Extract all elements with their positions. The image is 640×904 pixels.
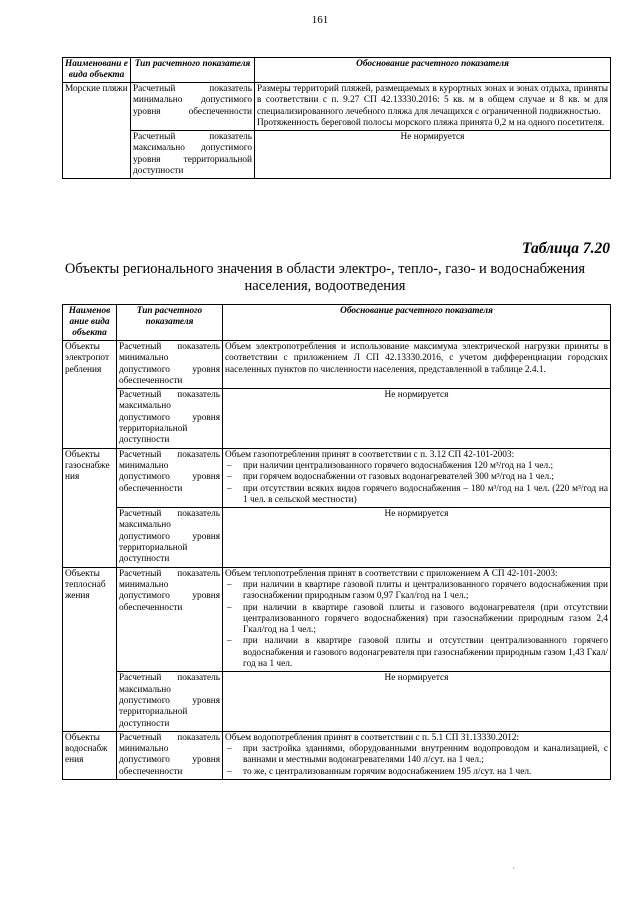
justification-cell — [223, 448, 611, 507]
bullet-list — [225, 461, 608, 506]
justification-intro: Объем газопотребления принят в соответствии с п. 3.12 СП 42-101-2003: — [225, 449, 515, 460]
object-name-cell: Объекты теплоснаб жения — [63, 567, 117, 731]
not-regulated-cell: Не нормируется — [223, 389, 611, 448]
table-title: Объекты регионального значения в области электро-, тепло-, газо- и водоснабжения населения, водоотведения — [64, 261, 586, 294]
bullet-list — [225, 580, 608, 670]
table-caption: Таблица 7.20 — [522, 240, 610, 257]
table-row — [63, 131, 611, 179]
list-item: – при горячем водоснабжении от газовых водонагревателей 300 м³/год на 1 чел.; — [225, 472, 608, 483]
table-row — [63, 389, 611, 448]
justification-cell — [223, 731, 611, 779]
header-object-kind: Наименов ание вида объекта — [63, 305, 117, 341]
table-row — [63, 672, 611, 731]
list-item: – при наличии в квартире газовой плиты и газового водонагревателя (при отсутствии централизованного горячего водоснабжения) при газоснабжении природным газом 2,4 Гкал/год на 1 чел.; — [225, 603, 608, 637]
table-row — [63, 567, 611, 672]
beaches-table — [62, 57, 611, 179]
indicator-type-cell: Расчетный показатель минимально допустимого уровня обеспеченности — [117, 341, 223, 389]
object-name-cell: Объекты водоснабж ения — [63, 731, 117, 779]
justification-paragraph: Размеры территорий пляжей, размещаемых в курортных зонах и зонах отдыха, приняты в соответствии с п. 9.27 СП 42.13330.2016: 5 кв. м в общем случае и 8 кв. м для специализированного лечебного пляжа для лечащихся с ограниченной подвижностью. — [257, 84, 608, 117]
indicator-type-cell: Расчетный показатель максимально допустимого уровня территориальной доступности — [117, 508, 223, 567]
table-row — [63, 83, 611, 131]
indicator-type-cell: Расчетный показатель максимально допустимого уровня территориальной доступности — [117, 672, 223, 731]
table-row — [63, 508, 611, 567]
header-justification: Обоснование расчетного показателя — [255, 58, 611, 83]
object-name-cell: Морские пляжи — [63, 83, 131, 179]
object-name-cell: Объекты электропот ребления — [63, 341, 117, 449]
header-indicator-type: Тип расчетного показателя — [131, 58, 255, 83]
list-item: – то же, с централизованным горячим водоснабжением 195 л/сут. на 1 чел. — [225, 767, 608, 778]
table-header-row — [63, 305, 611, 341]
list-item: – при наличии в квартире газовой плиты и отсутствии централизованного горячего водоснабжения и газового водонагревателя при газоснабжении природным газом 1,43 Гкал/год на 1 чел. — [225, 636, 608, 670]
indicator-type-cell: Расчетный показатель минимально допустимого уровня обеспеченности — [117, 567, 223, 672]
not-regulated-cell: Не нормируется — [223, 508, 611, 567]
justification-cell — [223, 567, 611, 672]
object-name-cell: Объекты газоснабже ния — [63, 448, 117, 567]
header-justification: Обоснование расчетного показателя — [223, 305, 611, 341]
table-row — [63, 448, 611, 507]
list-item: – при застройка зданиями, оборудованными внутренним водопроводом и канализацией, с ваннами и местными водонагревателями 140 л/сут. на 1 чел.; — [225, 744, 608, 767]
indicator-type-cell: Расчетный показатель максимально допустимого уровня территориальной доступности — [131, 131, 255, 179]
indicator-type-cell: Расчетный показатель максимально допустимого уровня территориальной доступности — [117, 389, 223, 448]
list-item: – при наличии в квартире газовой плиты и централизованного горячего водоснабжения при газоснабжении природным газом 0,97 Гкал/год на 1 чел.; — [225, 580, 608, 603]
justification-cell: Объем электропотребления и использование максимума электрической нагрузки приняты в соответствии с приложением Л СП 42.13330.2016, с учетом дифференциации городских населенных пунктов по численности населения, представленной в таблице 2.4.1. — [223, 341, 611, 389]
justification-intro: Объем теплопотребления принят в соответствии с приложением А СП 42-101-2003: — [225, 568, 558, 579]
indicator-type-cell: Расчетный показатель минимально допустимого уровня обеспеченности — [131, 83, 255, 131]
scan-speck: · — [512, 864, 515, 873]
not-regulated-cell: Не нормируется — [223, 672, 611, 731]
table-row — [63, 731, 611, 779]
table-header-row — [63, 58, 611, 83]
indicator-type-cell: Расчетный показатель минимально допустимого уровня обеспеченности — [117, 448, 223, 507]
indicator-type-cell: Расчетный показатель минимально допустимого уровня обеспеченности — [117, 731, 223, 779]
list-item: – при наличии централизованного горячего водоснабжения 120 м³/год на 1 чел.; — [225, 461, 608, 472]
utilities-table — [62, 304, 611, 780]
not-regulated-cell: Не нормируется — [255, 131, 611, 179]
bullet-list — [225, 744, 608, 778]
header-object-kind: Наименовани е вида объекта — [63, 58, 131, 83]
list-item: – при отсутствии всяких видов горячего водоснабжения – 180 м³/год на 1 чел. (220 м³/год на 1 чел. в сельской местности) — [225, 484, 608, 507]
justification-cell — [255, 83, 611, 131]
header-indicator-type: Тип расчетного показателя — [117, 305, 223, 341]
justification-paragraph: Протяженность береговой полосы морского пляжа принята 0,2 м на одного посетителя. — [257, 117, 605, 128]
justification-intro: Объем водопотребления принят в соответствии с п. 5.1 СП 31.13330.2012: — [225, 732, 520, 743]
page-number: 161 — [311, 14, 329, 26]
table-row — [63, 341, 611, 389]
